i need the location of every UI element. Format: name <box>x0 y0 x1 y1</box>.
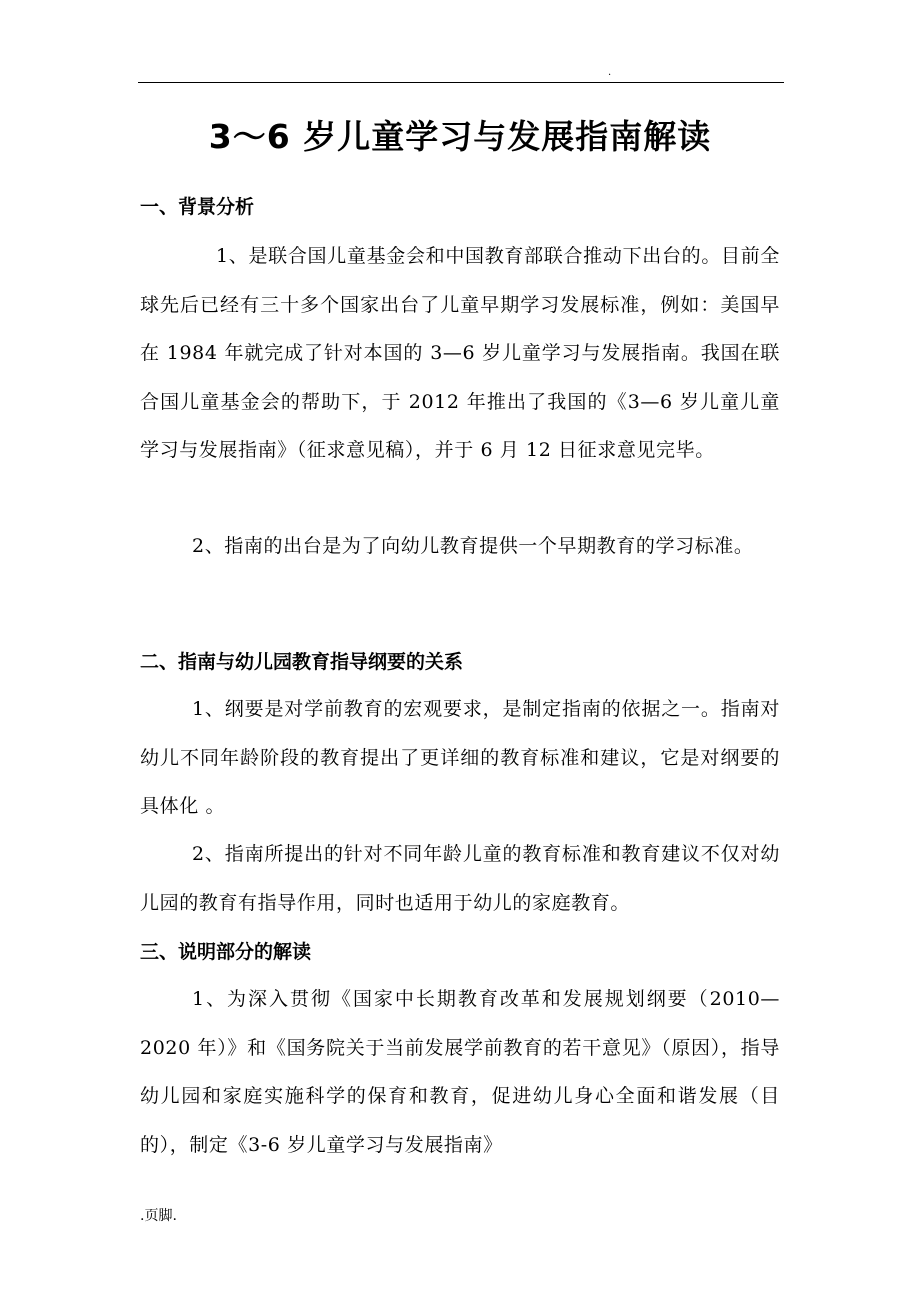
header-mark: . <box>608 67 612 78</box>
paragraph-relationship-1: 1、纲要是对学前教育的宏观要求，是制定指南的依据之一。指南对幼儿不同年龄阶段的教育提出了更详细的教育标准和建议，它是对纲要的具体化 。 <box>140 698 780 818</box>
document-title: 3～6 岁儿童学习与发展指南解读 <box>208 117 712 156</box>
header-rule <box>138 82 784 83</box>
section-heading-background: 一、背景分析 <box>140 196 255 218</box>
page-footer: .页脚. <box>140 1208 177 1224</box>
paragraph-background-2: 2、指南的出台是为了向幼儿教育提供一个早期教育的学习标准。 <box>192 535 754 557</box>
paragraph-relationship-2: 2、指南所提出的针对不同年龄儿童的教育标准和教育建议不仅对幼儿园的教育有指导作用，同时也适用于幼儿的家庭教育。 <box>140 843 780 914</box>
paragraph-explanation-1: 1、为深入贯彻《国家中长期教育改革和发展规划纲要（2010—2020 年）》和《国务院关于当前发展学前教育的若干意见》（原因），指导幼儿园和家庭实施科学的保育和教育，促进幼儿身心全面和谐发展（目的），制定《3-6 岁儿童学习与发展指南》 <box>140 988 780 1156</box>
section-heading-relationship: 二、指南与幼儿园教育指导纲要的关系 <box>140 651 464 673</box>
section-heading-explanation: 三、说明部分的解读 <box>140 941 312 963</box>
paragraph-background-1: 1、是联合国儿童基金会和中国教育部联合推动下出台的。目前全球先后已经有三十多个国家出台了儿童早期学习发展标准，例如：美国早在 1984 年就完成了针对本国的 3—6 岁儿童学习与发展指南。我国在联合国儿童基金会的帮助下，于 2012 年推出了我国的《3—6 岁儿童儿童学习与发展指南》（征求意见稿），并于 6 月 12 日征求意见完毕。 <box>140 245 780 462</box>
